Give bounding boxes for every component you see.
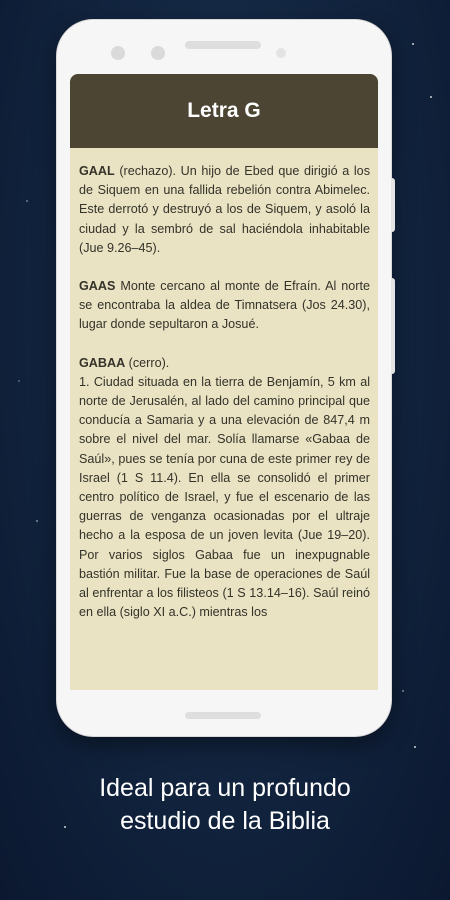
volume-button [391,278,395,374]
star [430,96,432,98]
page-title: Letra G [187,99,261,122]
proximity-sensor [276,48,286,58]
front-sensor [151,46,165,60]
star [18,380,20,382]
entry-term: GAAS [79,279,116,294]
phone-speaker [185,41,261,49]
entry-text: (cerro). [125,355,170,370]
dictionary-entry [79,277,370,335]
phone-mockup [57,20,391,736]
entry-term: GABAA [79,355,126,370]
power-button [391,178,395,232]
entry-text: Monte cercano al monte de Efraín. Al norte se encontraba la aldea de Timnatsera (Jos 24.30), lugar donde sepultaron a Josué. [79,279,370,332]
entry-paragraph: 1. Ciudad situada en la tierra de Benjamín, 5 km al norte de Jerusalén, al lado del camino principal que conducía a Samaria y a una elevación de 847,4 m sobre el nivel del mar. Solía llamarse «Gabaa de Saúl», pues se tenía por cuna de este primer rey de Israel (1 S 11.4). En ella se consolidó el primer centro político de Israel, y fue el escenario de las guerras de venganza ocasionadas por el ultraje hecho a la esposa de un joven levita (Jue 19–20). Por varios siglos Gabaa fue un inexpugnable bastión militar. Fue la base de operaciones de Saúl al enfrentar a los filisteos (1 S 13.14–16). Saúl reinó en ella (siglo XI a.C.) mientras los [79,374,370,620]
star [414,746,416,748]
front-camera [111,46,125,60]
star [36,520,38,522]
tagline-line-2: estudio de la Biblia [120,807,330,835]
entry-term: GAAL [79,164,115,178]
promo-tagline [0,772,450,838]
app-screen [70,74,378,690]
home-indicator [185,712,261,719]
star [412,43,414,45]
app-header [70,74,378,148]
dictionary-entry [79,162,370,258]
star [26,200,28,202]
dictionary-entry [79,354,370,623]
dictionary-content[interactable] [70,148,378,622]
tagline-line-1: Ideal para un profundo [99,774,351,802]
entry-text: (rechazo). Un hijo de Ebed que dirigió a los de Siquem en una fallida rebelión contra Abimelec. Este derrotó y destruyó a los de Siquem, y asoló la ciudad y la sembró de sal haciéndola inhabitable (Jue 9.26–45). [79,164,370,255]
star [402,690,404,692]
